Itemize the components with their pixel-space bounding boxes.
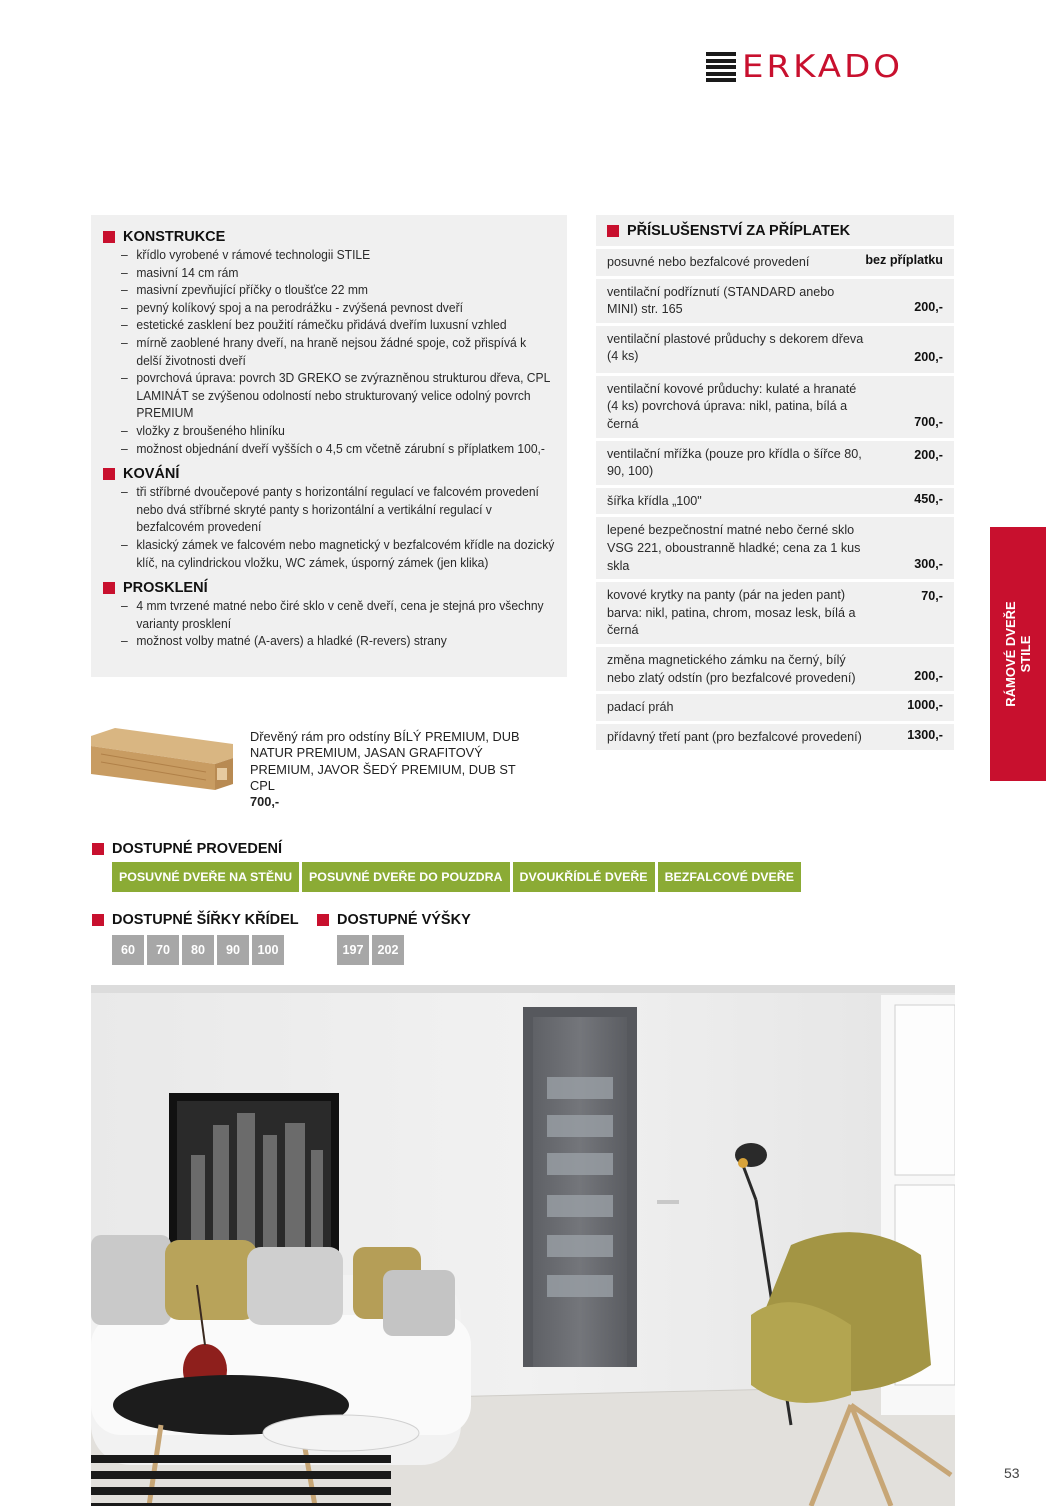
accessory-price: bez příplatku (865, 253, 943, 267)
accessory-text: ventilační mřížka (pouze pro křídla o šířce 80, 90, 100) (607, 446, 862, 479)
konstrukce-title: KONSTRUKCE (103, 227, 555, 247)
red-square-icon (103, 468, 115, 480)
accessory-price: 200,- (914, 447, 943, 462)
red-square-icon (103, 231, 115, 243)
accessory-price: 1300,- (907, 727, 943, 742)
spec-list-item: – tři stříbrné dvoučepové panty s horizontální regulací ve falcovém provedení nebo dvá stříbrné skryté panty s horizontální a vertikální regulací v bezfalcovém provedení (121, 484, 554, 537)
accessory-row (596, 249, 954, 276)
logo-bars-icon (706, 52, 736, 82)
accessory-row (596, 647, 954, 691)
spec-list-item: – vložky z broušeného hliníku (121, 423, 554, 441)
size-badge: 197 (337, 935, 369, 965)
accessory-row (596, 441, 954, 485)
sirky-title: DOSTUPNÉ ŠÍŘKY KŘÍDEL (92, 910, 299, 930)
accessory-row (596, 376, 954, 438)
size-badge: 100 (252, 935, 284, 965)
accessory-text: posuvné nebo bezfalcové provedení (607, 255, 810, 269)
accessory-text: lepené bezpečnostní matné nebo černé sklo VSG 221, oboustranně hladké; cena za 1 kus skla (607, 523, 861, 573)
page-number: 53 (1004, 1465, 1020, 1481)
accessory-row (596, 582, 954, 644)
accessory-text: šířka křídla „100" (607, 493, 702, 508)
size-badge: 70 (147, 935, 179, 965)
logo-text: ERKADO (742, 48, 904, 86)
accessory-price: 1000,- (907, 698, 943, 713)
kovani-title: KOVÁNÍ (103, 464, 555, 484)
accessory-row (596, 279, 954, 323)
spec-list-item: – pevný kolíkový spoj a na perodrážku - zvýšená pevnost dveří (121, 300, 554, 318)
frame-note-price: 700,- (250, 794, 280, 810)
spec-list-item: – masivní zpevňující příčky o tloušťce 22 mm (121, 282, 554, 300)
accessory-price: 700,- (914, 414, 943, 429)
accessory-price: 70,- (921, 589, 943, 604)
provedeni-tags (112, 862, 801, 892)
accessory-price: 300,- (914, 556, 943, 571)
accessory-text: padací práh (607, 700, 674, 715)
accessory-row (596, 326, 954, 373)
size-badge: 60 (112, 935, 144, 965)
spec-panel (91, 215, 567, 677)
sirky-values (112, 935, 284, 965)
accessory-text: ventilační podříznutí (STANDARD anebo MINI) str. 165 (607, 284, 835, 317)
accessory-price: 200,- (914, 350, 943, 365)
category-side-tab (990, 527, 1046, 781)
prosklení-list (103, 598, 555, 651)
dostupne-provedeni-title: DOSTUPNÉ PROVEDENÍ (92, 839, 282, 859)
accessory-price: 450,- (914, 491, 943, 506)
konstrukce-list (103, 247, 555, 458)
vysky-values (337, 935, 404, 965)
provedeni-tag: BEZFALCOVÉ DVEŘE (658, 862, 801, 892)
size-badge: 90 (217, 935, 249, 965)
accessory-row (596, 517, 954, 579)
red-square-icon (103, 582, 115, 594)
red-square-icon (92, 914, 104, 926)
accessories-table (596, 215, 954, 753)
spec-list-item: – křídlo vyrobené v rámové technologii STILE (121, 247, 554, 265)
size-badge: 80 (182, 935, 214, 965)
frame-note (250, 729, 530, 810)
red-square-icon (317, 914, 329, 926)
accessory-text: ventilační plastové průduchy s dekorem dřeva (4 ks) (607, 331, 864, 364)
frame-note-text: Dřevěný rám pro odstíny BÍLÝ PREMIUM, DUB NATUR PREMIUM, JASAN GRAFITOVÝ PREMIUM, JAVOR ŠEDÝ PREMIUM, DUB ST CPL (250, 729, 520, 793)
provedeni-tag: POSUVNÉ DVEŘE DO POUZDRA (302, 862, 509, 892)
accessory-text: kovové krytky na panty (pár na jeden pant) barva: nikl, patina, chrom, mosaz lesk, bílá a černá (607, 588, 856, 638)
provedeni-tag: POSUVNÉ DVEŘE NA STĚNU (112, 862, 299, 892)
accessories-title: PŘÍSLUŠENSTVÍ ZA PŘÍPLATEK (596, 215, 954, 246)
spec-list-item: – mírně zaoblené hrany dveří, na hraně nejsou žádné spoje, což přispívá k delší životnosti dveří (121, 335, 554, 370)
wood-frame-profile-image (91, 728, 233, 790)
accessory-price: 200,- (914, 668, 943, 683)
accessory-row (596, 488, 954, 515)
prosklení-title: PROSKLENÍ (103, 578, 555, 598)
vysky-title: DOSTUPNÉ VÝŠKY (317, 910, 471, 930)
accessory-text: přídavný třetí pant (pro bezfalcové provedení) (607, 729, 862, 744)
side-tab-line1: RÁMOVÉ DVEŘE (1003, 601, 1018, 707)
spec-list-item: – možnost objednání dveří vyšších o 4,5 cm včetně zárubní s příplatkem 100,- (121, 441, 554, 459)
accessory-text: změna magnetického zámku na černý, bílý nebo zlatý odstín (pro bezfalcové provedení) (607, 652, 856, 685)
size-badge: 202 (372, 935, 404, 965)
red-square-icon (607, 225, 619, 237)
interior-photo (91, 985, 955, 1506)
accessory-price: 200,- (914, 300, 943, 315)
spec-list-item: – klasický zámek ve falcovém nebo magnetický v bezfalcovém křídle na dozický klíč, na cylindrickou vložku, WC zámek, úsporný zámek (jen klika) (121, 537, 554, 572)
spec-list-item: – estetické zasklení bez použití rámečku přidává dveřím luxusní vzhled (121, 317, 554, 335)
accessory-row (596, 694, 954, 721)
brand-logo (706, 50, 903, 84)
spec-list-item: – 4 mm tvrzené matné nebo čiré sklo v ceně dveří, cena je stejná pro všechny varianty prosklení (121, 598, 554, 633)
spec-list-item: – možnost volby matné (A-avers) a hladké (R-revers) strany (121, 633, 554, 651)
spec-list-item: – povrchová úprava: povrch 3D GREKO se zvýrazněnou strukturou dřeva, CPL LAMINÁT se zvýšenou odolností nebo strukturovaný velice odolný povrch PREMIUM (121, 370, 554, 423)
accessory-row (596, 724, 954, 751)
side-tab-line2: STILE (1018, 635, 1033, 673)
kovani-list (103, 484, 555, 572)
accessory-text: ventilační kovové průduchy: kulaté a hranaté (4 ks) povrchová úprava: nikl, patina, bílá a černá (607, 381, 857, 431)
red-square-icon (92, 843, 104, 855)
spec-list-item: – masivní 14 cm rám (121, 265, 554, 283)
provedeni-tag: DVOUKŘÍDLÉ DVEŘE (513, 862, 655, 892)
